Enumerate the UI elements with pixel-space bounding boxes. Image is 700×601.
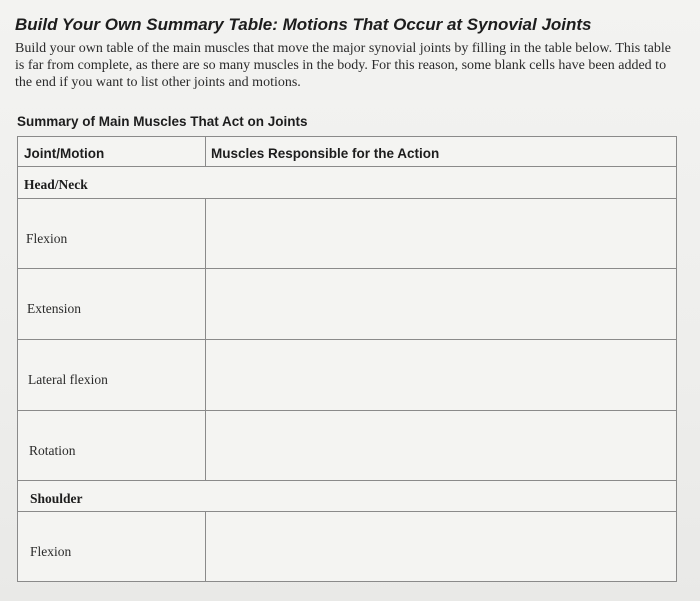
column-header-muscles: Muscles Responsible for the Action [211,146,440,161]
motion-cell [18,512,206,581]
motion-label-extension: Extension [27,301,81,316]
muscles-input-head-rotation[interactable] [206,411,676,480]
table-row [18,199,676,269]
header-cell-muscles [206,137,676,166]
table-row-section-shoulder [18,481,676,512]
muscles-input-head-lateral-flexion[interactable] [206,340,676,410]
table-row-section-head-neck [18,167,676,199]
table-header-row [18,137,676,167]
motion-label-shoulder-flexion: Flexion [30,544,72,559]
table-caption: Summary of Main Muscles That Act on Joints [17,114,308,129]
intro-paragraph: Build your own table of the main muscles that move the major synovial joints by filling in the table below. This table is far from complete, as there are so many muscles in the body. For this reason, some blank cells have been added to the end if you want to list other joints and motions. [15,41,671,90]
motion-cell [18,340,206,410]
motion-label-rotation: Rotation [29,443,76,458]
motion-label-flexion: Flexion [26,231,68,246]
table-row [18,411,676,481]
motion-cell [18,269,206,339]
column-header-joint-motion: Joint/Motion [24,146,105,161]
motion-cell [18,411,206,480]
page-title: Build Your Own Summary Table: Motions That Occur at Synovial Joints [15,15,592,34]
muscles-input-shoulder-flexion[interactable] [206,512,676,581]
motion-cell [18,199,206,268]
muscles-input-head-flexion[interactable] [206,199,676,268]
table-row [18,340,676,411]
muscles-input-head-extension[interactable] [206,269,676,339]
section-label-head-neck: Head/Neck [24,177,88,192]
header-cell-joint-motion [18,137,206,166]
table-row [18,512,676,581]
motion-label-lateral-flexion: Lateral flexion [28,372,108,387]
table-row [18,269,676,340]
summary-table [17,136,677,582]
section-label-shoulder: Shoulder [30,491,83,506]
